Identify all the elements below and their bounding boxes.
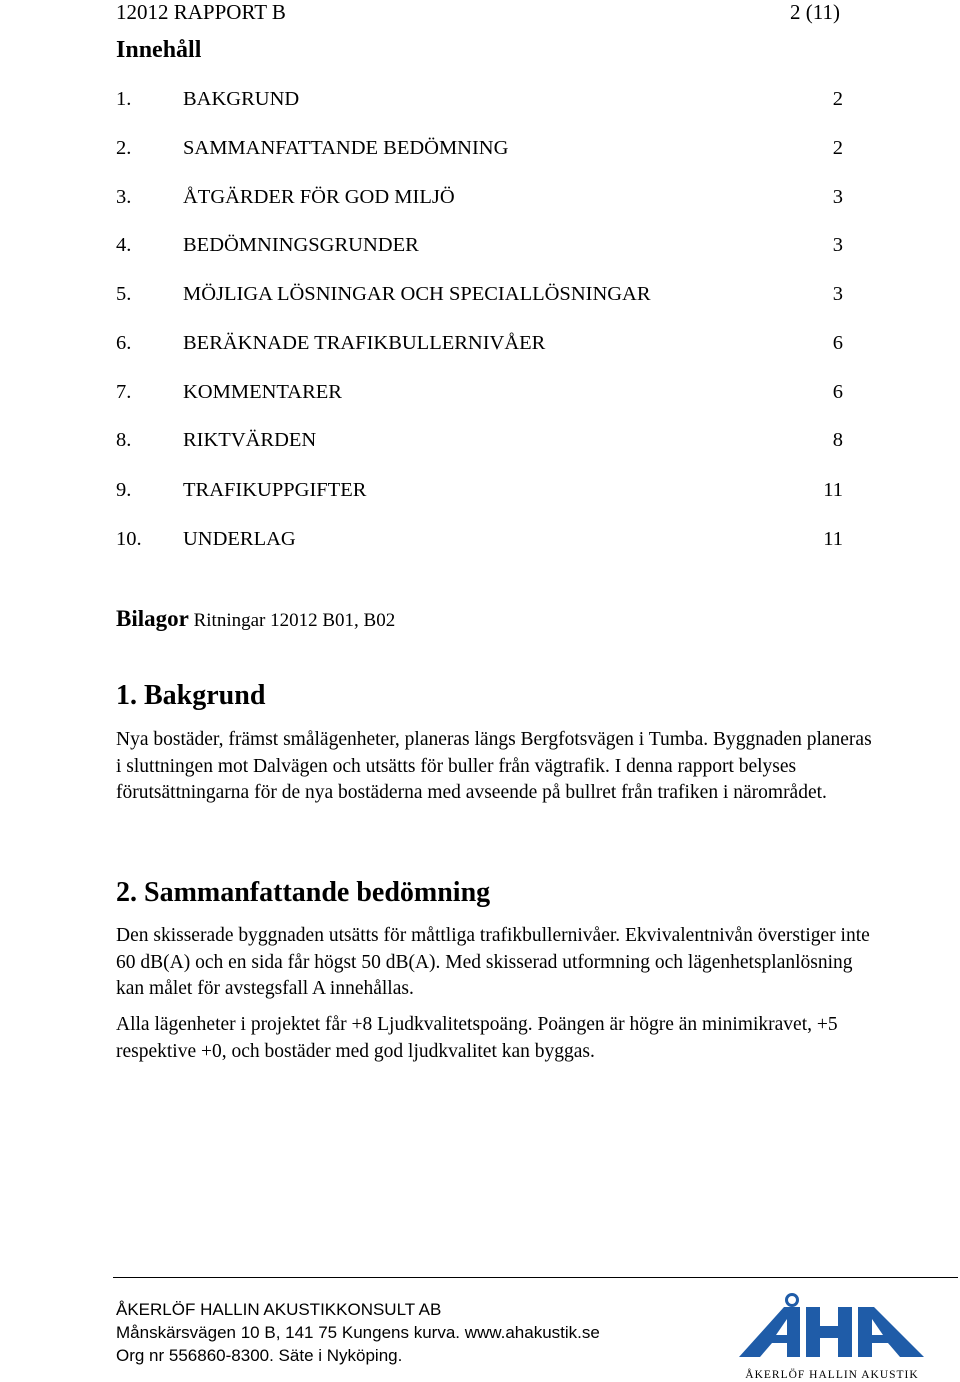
logo-letter-a2 (858, 1307, 924, 1357)
toc-item-page: 6 (832, 381, 843, 403)
section-paragraph: Den skisserade byggnaden utsätts för måttliga trafikbullernivåer. Ekvivalentnivån överstiger inte 60 dB(A) och en sida får högst 50 dB(A). Med skisserad utformning och lägenhetsplanlösning kan målet för avstegsfall A innehållas. (116, 925, 870, 999)
toc-item-number: 10. (116, 528, 142, 550)
footer-company: ÅKERLÖF HALLIN AKUSTIKKONSULT AB (116, 1300, 442, 1319)
toc-item-number: 3. (116, 186, 132, 208)
section-paragraph: Nya bostäder, främst smålägenheter, planeras längs Bergfotsvägen i Tumba. Byggnaden planeras i sluttningen mot Dalvägen och utsätts för buller från vägtrafik. I denna rapport belyses förutsättningarna för de nya bostäderna med avseende på bullret från trafiken i närområdet. (116, 729, 872, 803)
attachments-text: Ritningar 12012 B01, B02 (193, 610, 396, 631)
toc-item-page: 6 (832, 332, 843, 354)
attachments-label: Bilagor (116, 606, 189, 631)
footer-address: Månskärsvägen 10 B, 141 75 Kungens kurva. www.ahakustik.se (116, 1323, 600, 1342)
footer-org: Org nr 556860-8300. Säte i Nyköping. (116, 1346, 403, 1365)
toc-item-page: 3 (832, 186, 843, 208)
toc-item-number: 9. (116, 479, 132, 501)
toc-item (116, 137, 843, 163)
toc-item-label: BERÄKNADE TRAFIKBULLERNIVÅER (183, 332, 546, 354)
toc-item-number: 7. (116, 381, 132, 403)
toc-item (116, 381, 843, 407)
footer-divider (113, 1277, 958, 1278)
toc-item (116, 332, 843, 358)
toc-item-label: UNDERLAG (183, 528, 296, 550)
toc-item-page: 11 (823, 528, 843, 550)
aha-logo (734, 1293, 930, 1382)
toc-item-label: RIKTVÄRDEN (183, 429, 317, 451)
toc-item-number: 1. (116, 88, 132, 110)
logo-letter-h (806, 1307, 852, 1357)
report-id: 12012 RAPPORT B (116, 0, 286, 24)
toc-item-number: 2. (116, 137, 132, 159)
toc-item (116, 479, 843, 505)
toc-item-label: KOMMENTARER (183, 381, 342, 403)
toc-item-label: BAKGRUND (183, 88, 300, 110)
logo-tagline: ÅKERLÖF HALLIN AKUSTIK (745, 1369, 919, 1381)
toc-item-page: 3 (832, 283, 843, 305)
toc-item-number: 8. (116, 429, 132, 451)
toc-item-label: ÅTGÄRDER FÖR GOD MILJÖ (183, 186, 455, 208)
toc-item-label: SAMMANFATTANDE BEDÖMNING (183, 137, 509, 159)
toc-item (116, 88, 843, 114)
logo-ring (787, 1295, 798, 1306)
toc-item (116, 283, 843, 309)
section-paragraph: Alla lägenheter i projektet får +8 Ljudkvalitetspoäng. Poängen är högre än minimikravet, +5 respektive +0, och bostäder med god ljudkvalitet kan byggas. (116, 1014, 838, 1062)
toc-item-number: 4. (116, 234, 132, 256)
toc-item-label: MÖJLIGA LÖSNINGAR OCH SPECIALLÖSNINGAR (183, 283, 651, 305)
toc-item-label: TRAFIKUPPGIFTER (183, 479, 367, 501)
section-heading: 1. Bakgrund (116, 680, 266, 711)
toc-item (116, 186, 843, 212)
section-heading: 2. Sammanfattande bedömning (116, 877, 491, 908)
toc-item-page: 2 (832, 137, 843, 159)
attachments-line (116, 606, 395, 632)
toc-item (116, 234, 843, 260)
toc-item-number: 6. (116, 332, 132, 354)
toc-item (116, 528, 843, 554)
page-number: 2 (11) (790, 0, 840, 24)
toc-item (116, 429, 843, 455)
toc-item-label: BEDÖMNINGSGRUNDER (183, 234, 419, 256)
toc-item-page: 8 (832, 429, 843, 451)
toc-item-number: 5. (116, 283, 132, 305)
toc-item-page: 11 (823, 479, 843, 501)
toc-item-page: 2 (832, 88, 843, 110)
toc-title: Innehåll (116, 37, 202, 63)
logo-letter-a1 (739, 1307, 800, 1357)
toc-item-page: 3 (832, 234, 843, 256)
